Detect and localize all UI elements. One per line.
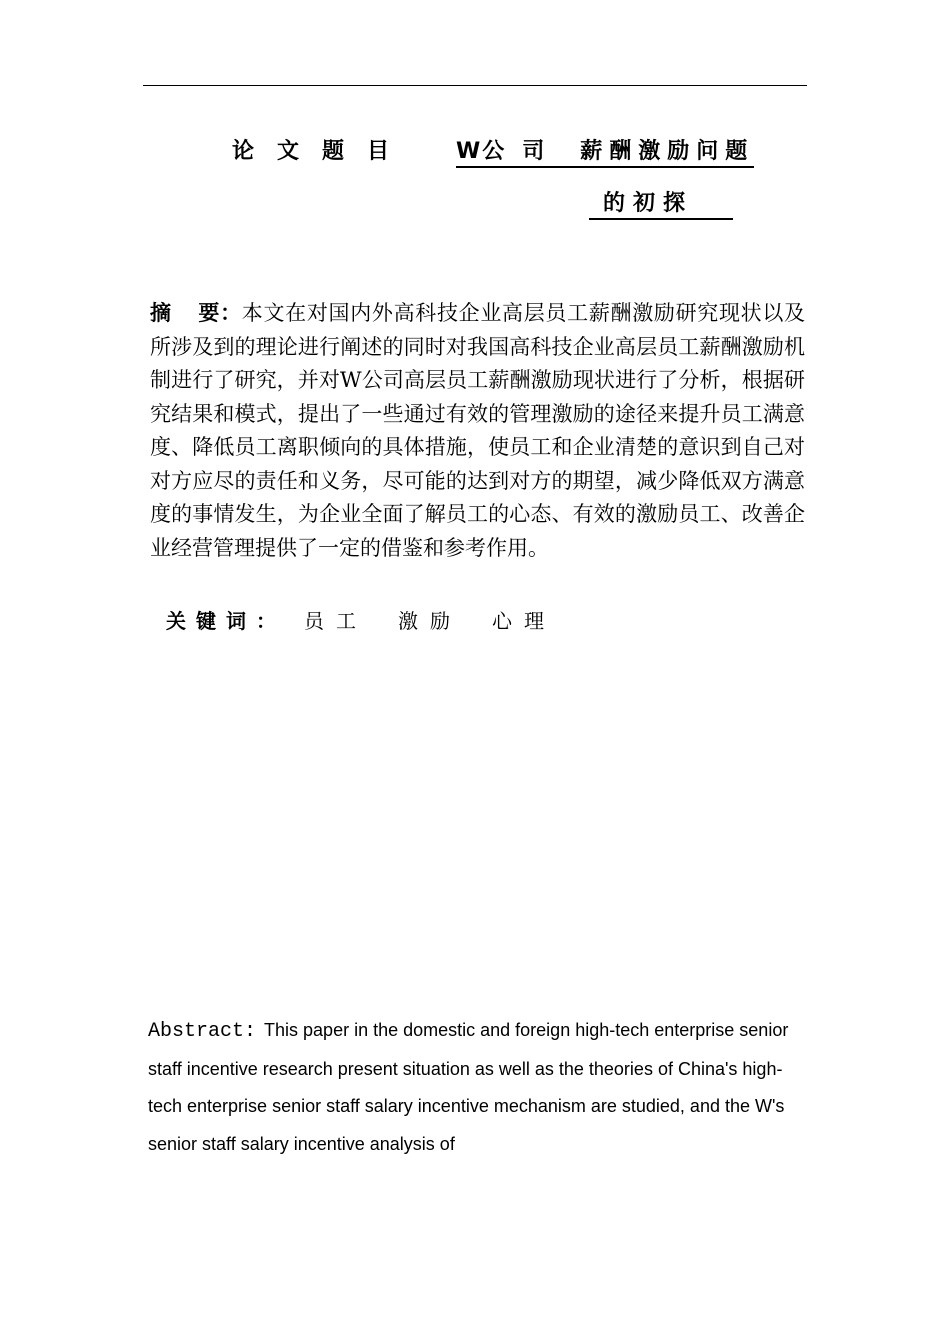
english-abstract bbox=[148, 1012, 808, 1163]
keyword-1: 员工 bbox=[304, 609, 368, 633]
english-abstract-text: This paper in the domestic and foreign high-tech enterprise senior staff incentive research present situation as well as the theories of China's high-tech enterprise senior staff salary incentive mechanism are studied, and the W's senior staff salary incentive analysis of bbox=[148, 1020, 789, 1154]
chinese-abstract-label bbox=[150, 301, 242, 325]
chinese-abstract-label-b: 要： bbox=[197, 301, 242, 325]
chinese-abstract-label-a: 摘 bbox=[150, 301, 172, 325]
thesis-title-label: 论文题目 bbox=[232, 139, 413, 164]
english-abstract-label: Abstract: bbox=[148, 1020, 257, 1043]
keyword-3: 心理 bbox=[492, 609, 556, 633]
chinese-abstract bbox=[150, 297, 805, 565]
top-rule bbox=[143, 85, 807, 86]
thesis-title-topic: 薪酬激励问题 bbox=[580, 139, 755, 164]
keywords-label: 关键词： bbox=[166, 609, 286, 633]
thesis-title-company: 公司 bbox=[482, 139, 563, 164]
keywords-line bbox=[166, 605, 556, 634]
chinese-abstract-text: 本文在对国内外高科技企业高层员工薪酬激励研究现状以及所涉及到的理论进行阐述的同时对我国高科技企业高层员工薪酬激励机制进行了研究，并对W公司高层员工薪酬激励现状进行了分析，根据研究结果和模式，提出了一些通过有效的管理激励的途径来提升员工满意度、降低员工离职倾向的具体措施，使员工和企业清楚的意识到自己对对方应尽的责任和义务，尽可能的达到对方的期望，减少降低双方满意度的事情发生，为企业全面了解员工的心态、有效的激励员工、改善企业经营管理提供了一定的借鉴和参考作用。 bbox=[150, 301, 806, 560]
thesis-title-line-2: 的初探 bbox=[589, 186, 733, 220]
keyword-2: 激励 bbox=[398, 609, 462, 633]
thesis-title-line-1 bbox=[456, 134, 754, 168]
thesis-title-company-letter: W bbox=[456, 139, 483, 164]
